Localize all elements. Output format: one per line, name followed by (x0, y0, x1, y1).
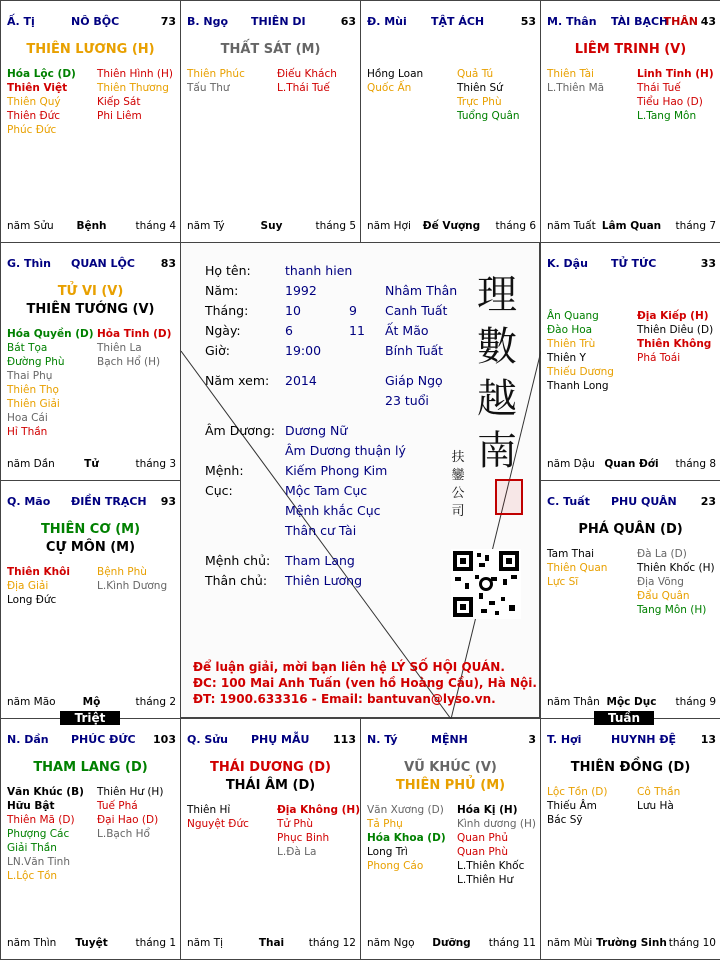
minor-star: Trực Phù (457, 96, 502, 108)
minor-star: Bát Tọa (7, 342, 48, 354)
right-star-column (97, 327, 177, 369)
left-star-column (187, 803, 275, 831)
palace-year: năm Tý (187, 220, 225, 232)
than-chu-value: Thiên Lương (285, 573, 363, 588)
minor-star: Tuế Phá (97, 800, 138, 812)
minor-star: Quốc Ấn (367, 82, 412, 94)
palace-stage: Quan Đới (604, 458, 659, 470)
minor-star: Thanh Long (547, 380, 609, 392)
menh-label: Mệnh: (205, 463, 244, 478)
minor-star: Phúc Đức (7, 124, 57, 136)
palace-footer (7, 458, 176, 472)
palace-footer (367, 937, 536, 951)
main-star: THÁI ÂM (D) (225, 778, 316, 793)
tuan-tag: Tuần (594, 711, 654, 725)
palace-stage: Mộ (82, 696, 101, 708)
menh-value: Kiếm Phong Kim (285, 463, 388, 478)
palace-year: năm Tị (187, 937, 223, 949)
minor-star: Địa Giải (7, 580, 49, 592)
palace-branch: T. Hợi (547, 733, 582, 746)
palace-year: năm Hợi (367, 220, 411, 232)
minor-star: Long Đức (7, 594, 57, 606)
info-label: Ngày: (205, 323, 241, 338)
main-stars (541, 759, 720, 777)
minor-star: Thiên Mã (D) (7, 814, 75, 826)
minor-star: Địa Không (H) (277, 804, 360, 816)
palace-branch: K. Dậu (547, 257, 588, 270)
than-marker: THÂN (663, 15, 698, 28)
am-duong-value-1: Dương Nữ (285, 423, 348, 438)
palace-month: tháng 2 (135, 696, 176, 708)
minor-star: Đà La (D) (637, 548, 687, 560)
minor-star: Lưu Hà (637, 800, 674, 812)
minor-star: Ân Quang (547, 310, 599, 322)
palace-month: tháng 3 (135, 458, 176, 470)
minor-star: Quan Phủ (457, 832, 508, 844)
main-stars (361, 759, 540, 795)
palace-stage: Bệnh (76, 220, 107, 232)
info-age: 23 tuổi (385, 393, 429, 408)
main-star: TỬ VI (V) (57, 284, 124, 299)
minor-star: Tam Thai (547, 548, 595, 560)
palace-number: 33 (700, 257, 716, 270)
palace-number: 93 (160, 495, 176, 508)
minor-star: Đường Phù (7, 356, 65, 368)
minor-star: Hỏa Tinh (D) (97, 328, 172, 340)
minor-star: Quả Tú (457, 68, 494, 80)
minor-star: Thiên Y (547, 352, 586, 364)
minor-star: Thiên Thương (97, 82, 169, 94)
minor-star: Thiên Việt (7, 82, 68, 94)
palace-title: PHÚC ĐỨC (71, 733, 136, 746)
minor-star: Linh Tinh (H) (637, 68, 714, 80)
right-star-column (457, 803, 537, 887)
minor-star: Hồng Loan (367, 68, 424, 80)
minor-star: Phục Binh (277, 832, 330, 844)
minor-star: Phá Toái (637, 352, 681, 364)
palace-branch: N. Tý (367, 733, 398, 746)
minor-star: Thiên Quan (547, 562, 608, 574)
info-lunar-value: 9 (349, 303, 357, 318)
main-stars (1, 41, 180, 59)
calligraphy-logo: 理 數 越 南 (477, 272, 517, 474)
right-star-column (637, 547, 717, 617)
main-star: THẤT SÁT (M) (220, 42, 321, 57)
info-can-chi: Giáp Ngọ (385, 373, 443, 388)
palace-title: TỬ TỨC (611, 257, 657, 270)
palace-month: tháng 5 (315, 220, 356, 232)
info-value: thanh hien (285, 263, 353, 278)
minor-star: Thiên Hư (H) (97, 786, 164, 798)
palace-stage: Trường Sinh (596, 937, 667, 949)
info-can-chi: Nhâm Thân (385, 283, 458, 298)
than-chu-label: Thân chủ: (205, 573, 268, 588)
minor-star: Tấu Thư (187, 82, 230, 94)
minor-star: Thai Phụ (7, 370, 53, 382)
main-stars (181, 41, 360, 59)
palace-footer (7, 937, 176, 951)
palace-stage: Lâm Quan (601, 220, 662, 232)
left-star-column (547, 785, 635, 827)
palace-month: tháng 8 (675, 458, 716, 470)
left-star-column (547, 547, 635, 589)
minor-star: L.Lộc Tồn (7, 870, 58, 882)
info-value: 10 (285, 303, 301, 318)
palace-year: năm Ngọ (367, 937, 415, 949)
minor-star: Thiên Tài (547, 68, 594, 80)
palace-month: tháng 10 (668, 937, 716, 949)
minor-star: Thiên Hình (H) (97, 68, 173, 80)
palace-cell-ty2[interactable] (360, 718, 541, 960)
palace-stage: Mộc Dục (606, 696, 657, 708)
main-star: CỰ MÔN (M) (45, 540, 136, 555)
palace-branch: G. Thìn (7, 257, 51, 270)
minor-star: Hoa Cái (7, 412, 48, 424)
minor-star: Phong Cáo (367, 860, 424, 872)
minor-star: Thiên Sứ (457, 82, 503, 94)
palace-month: tháng 12 (308, 937, 356, 949)
palace-title: ĐIỀN TRẠCH (71, 495, 147, 508)
palace-stage: Suy (260, 220, 283, 232)
main-star: THÁI DƯƠNG (D) (210, 760, 331, 775)
info-label: Năm xem: (205, 373, 270, 388)
minor-star: Tiểu Hao (D) (637, 96, 703, 108)
palace-title: QUAN LỘC (71, 257, 135, 270)
minor-star: Đại Hao (D) (97, 814, 159, 826)
palace-month: tháng 1 (135, 937, 176, 949)
left-star-column (7, 327, 95, 439)
palace-title: THIÊN DI (251, 15, 306, 28)
palace-footer (7, 696, 176, 710)
palace-month: tháng 11 (488, 937, 536, 949)
main-stars (541, 41, 720, 59)
palace-footer (187, 220, 356, 234)
minor-star: Thiên Khốc (H) (637, 562, 715, 574)
palace-year: năm Sửu (7, 220, 54, 232)
palace-title: PHU QUÂN (611, 495, 677, 508)
cuc-value-2: Mệnh khắc Cục (285, 503, 381, 518)
info-label: Giờ: (205, 343, 231, 358)
palace-number: 103 (153, 733, 176, 746)
left-star-column (7, 67, 95, 137)
minor-star: Địa Kiếp (H) (637, 310, 709, 322)
palace-number: 23 (700, 495, 716, 508)
menh-chu-value: Tham Lang (285, 553, 355, 568)
palace-title: MỆNH (431, 733, 468, 746)
palace-footer (367, 220, 536, 234)
minor-star: L.Thiên Mã (547, 82, 605, 94)
minor-star: Hữu Bật (7, 800, 55, 812)
am-duong-label: Âm Dương: (205, 423, 275, 438)
palace-number: 113 (333, 733, 356, 746)
minor-star: Điếu Khách (277, 68, 337, 80)
minor-star: Thiếu Âm (547, 800, 597, 812)
info-label: Họ tên: (205, 263, 251, 278)
right-star-column (637, 67, 717, 123)
left-star-column (547, 309, 635, 393)
palace-stage: Đế Vượng (422, 220, 481, 232)
minor-star: Thiên La (97, 342, 142, 354)
palace-title: NÔ BỘC (71, 15, 120, 28)
left-star-column (7, 565, 95, 607)
minor-star: Bác Sỹ (547, 814, 583, 826)
main-star: THIÊN TƯỚNG (V) (26, 302, 155, 317)
palace-year: năm Dần (7, 458, 55, 470)
main-stars (181, 759, 360, 795)
main-star: THIÊN CƠ (M) (40, 522, 141, 537)
right-star-column (97, 785, 177, 841)
minor-star: Long Trì (367, 846, 408, 858)
info-value: 19:00 (285, 343, 322, 358)
cuc-value-1: Mộc Tam Cục (285, 483, 368, 498)
main-stars (541, 521, 720, 539)
main-star: VŨ KHÚC (V) (404, 760, 497, 775)
palace-year: năm Tuất (547, 220, 596, 232)
minor-star: Hóa Quyền (D) (7, 328, 94, 340)
am-duong-value-2: Âm Dương thuận lý (285, 443, 406, 458)
palace-branch: B. Ngọ (187, 15, 229, 28)
minor-star: Kiếp Sát (97, 96, 141, 108)
minor-star: Hóa Khoa (D) (367, 832, 446, 844)
left-star-column (7, 785, 95, 883)
palace-year: năm Mão (7, 696, 56, 708)
qr-code[interactable] (451, 549, 521, 619)
palace-footer (547, 458, 716, 472)
palace-cell-suu[interactable] (180, 718, 361, 960)
minor-star: L.Thiên Khốc (457, 860, 525, 872)
minor-star: L.Thiên Hư (457, 874, 514, 886)
palace-branch: Q. Sửu (187, 733, 228, 746)
left-star-column (187, 67, 275, 95)
center-info-panel (180, 242, 540, 718)
palace-cell-mui[interactable] (360, 0, 541, 243)
palace-footer (187, 937, 356, 951)
info-value: 1992 (285, 283, 317, 298)
minor-star: Thiên Hỉ (187, 804, 231, 816)
minor-star: L.Kình Dương (97, 580, 168, 592)
right-star-column (457, 67, 537, 123)
right-star-column (277, 803, 360, 859)
left-star-column (367, 67, 455, 95)
palace-branch: Q. Mão (7, 495, 51, 508)
main-star: THIÊN PHỦ (M) (395, 778, 506, 793)
cuc-value-3: Thân cư Tài (285, 523, 357, 538)
seal-side-text: 扶 鑾 公 司 (451, 450, 465, 519)
palace-footer (7, 220, 176, 234)
main-star: THIÊN ĐỒNG (D) (570, 760, 691, 775)
palace-cell-than[interactable] (540, 0, 720, 243)
minor-star: Hóa Kị (H) (457, 804, 518, 816)
minor-star: Thiên Không (637, 338, 712, 350)
minor-star: L.Đà La (277, 846, 317, 858)
palace-footer (547, 937, 716, 951)
palace-cell-ngo[interactable] (180, 0, 361, 243)
minor-star: Thái Tuế (637, 82, 681, 94)
minor-star: L.Thái Tuế (277, 82, 330, 94)
palace-cell-ty[interactable] (0, 0, 181, 243)
minor-star: Tang Môn (H) (637, 604, 707, 616)
palace-cell-thin[interactable] (0, 242, 181, 481)
minor-star: Tả Phụ (367, 818, 403, 830)
minor-star: Phi Liêm (97, 110, 142, 122)
right-star-column (97, 67, 177, 123)
right-star-column (97, 565, 177, 593)
palace-branch: M. Thân (547, 15, 597, 28)
main-star: THAM LANG (D) (33, 760, 148, 775)
minor-star: Bệnh Phù (97, 566, 147, 578)
minor-star: Lực Sĩ (547, 576, 579, 588)
main-stars (1, 521, 180, 557)
minor-star: Phượng Các (7, 828, 70, 840)
minor-star: Văn Xương (D) (367, 804, 444, 816)
palace-footer (547, 220, 716, 234)
minor-star: L.Tang Môn (637, 110, 697, 122)
minor-star: L.Bạch Hổ (97, 828, 150, 840)
info-lunar-value: 11 (349, 323, 365, 338)
info-can-chi: Bính Tuất (385, 343, 444, 358)
info-label: Năm: (205, 283, 239, 298)
palace-year: năm Mùi (547, 937, 593, 949)
minor-star: Giải Thần (7, 842, 57, 854)
minor-star: Thiên Khôi (7, 566, 70, 578)
palace-cell-hoi[interactable] (540, 718, 720, 960)
minor-star: Hỉ Thần (7, 426, 48, 438)
palace-title: TÀI BẠCH (611, 15, 669, 28)
palace-month: tháng 9 (675, 696, 716, 708)
minor-star: Hóa Lộc (D) (7, 68, 76, 80)
palace-number: 13 (700, 733, 716, 746)
minor-star: Thiên Diêu (D) (637, 324, 714, 336)
main-star: LIÊM TRINH (V) (574, 42, 687, 57)
palace-title: TẬT ÁCH (431, 15, 485, 28)
minor-star: Tuổng Quân (457, 110, 520, 122)
palace-number: 53 (520, 15, 536, 28)
menh-chu-label: Mệnh chủ: (205, 553, 271, 568)
palace-title: PHỤ MẪU (251, 733, 310, 746)
palace-branch: Đ. Mùi (367, 15, 407, 28)
palace-branch: Ấ. Tị (7, 15, 35, 28)
main-stars (1, 759, 180, 777)
main-star: PHÁ QUÂN (D) (578, 522, 683, 537)
right-star-column (277, 67, 357, 95)
palace-year: năm Dậu (547, 458, 595, 470)
main-stars (1, 283, 180, 319)
palace-number: 43 (700, 15, 716, 28)
cuc-label: Cục: (205, 483, 233, 498)
palace-cell-dau[interactable] (540, 242, 720, 481)
palace-stage: Tuyệt (75, 937, 108, 949)
minor-star: Bạch Hổ (H) (97, 356, 161, 368)
info-value: 2014 (285, 373, 317, 388)
main-star: THIÊN LƯƠNG (H) (26, 42, 155, 57)
palace-number: 3 (528, 733, 536, 746)
palace-cell-dan2[interactable] (0, 718, 181, 960)
palace-footer (547, 696, 716, 710)
palace-month: tháng 6 (495, 220, 536, 232)
palace-month: tháng 4 (135, 220, 176, 232)
minor-star: Tử Phù (277, 818, 314, 830)
minor-star: Lộc Tồn (D) (547, 786, 608, 798)
minor-star: Văn Khúc (B) (7, 786, 84, 798)
palace-branch: N. Dần (7, 733, 49, 746)
palace-cell-tuat[interactable] (540, 480, 720, 719)
minor-star: Địa Võng (637, 576, 684, 588)
minor-star: Nguyệt Đức (187, 818, 249, 830)
contact-footer: Để luận giải, mời bạn liên hệ LÝ SỐ HỘI QUÁN. ĐC: 100 Mai Anh Tuấn (ven hồ Hoàng Cầu), Hà Nội. ĐT: 1900.633316 - Email: bantuvan@lyso.vn. (193, 660, 537, 706)
info-label: Tháng: (205, 303, 249, 318)
red-seal (495, 479, 523, 515)
palace-title: HUYNH ĐỆ (611, 733, 677, 746)
palace-number: 63 (340, 15, 356, 28)
right-star-column (637, 309, 717, 365)
minor-star: Đào Hoa (547, 324, 593, 336)
palace-year: năm Thìn (7, 937, 57, 949)
palace-stage: Tử (84, 458, 99, 470)
minor-star: Cô Thần (637, 786, 681, 798)
info-can-chi: Ất Mão (385, 323, 429, 338)
minor-star: Thiếu Dương (547, 366, 614, 378)
triet-tag: Triệt (60, 711, 120, 725)
left-star-column (367, 803, 455, 873)
right-star-column (637, 785, 717, 813)
palace-month: tháng 7 (675, 220, 716, 232)
palace-number: 83 (160, 257, 176, 270)
info-value: 6 (285, 323, 293, 338)
palace-stage: Thai (258, 937, 285, 949)
minor-star: Thiên Trù (547, 338, 596, 350)
palace-number: 73 (160, 15, 176, 28)
minor-star: Thiên Thọ (7, 384, 59, 396)
palace-year: năm Thân (547, 696, 600, 708)
minor-star: Thiên Đức (7, 110, 61, 122)
left-star-column (547, 67, 635, 95)
minor-star: Thiên Giải (7, 398, 60, 410)
minor-star: Kình dương (H) (457, 818, 536, 830)
palace-cell-mao[interactable] (0, 480, 181, 719)
minor-star: Đẩu Quân (637, 590, 690, 602)
minor-star: Thiên Quý (7, 96, 61, 108)
palace-stage: Dưỡng (432, 937, 471, 949)
info-can-chi: Canh Tuất (385, 303, 448, 318)
minor-star: Thiên Phúc (187, 68, 245, 80)
palace-branch: C. Tuất (547, 495, 590, 508)
minor-star: LN.Văn Tinh (7, 856, 70, 868)
minor-star: Quan Phù (457, 846, 508, 858)
